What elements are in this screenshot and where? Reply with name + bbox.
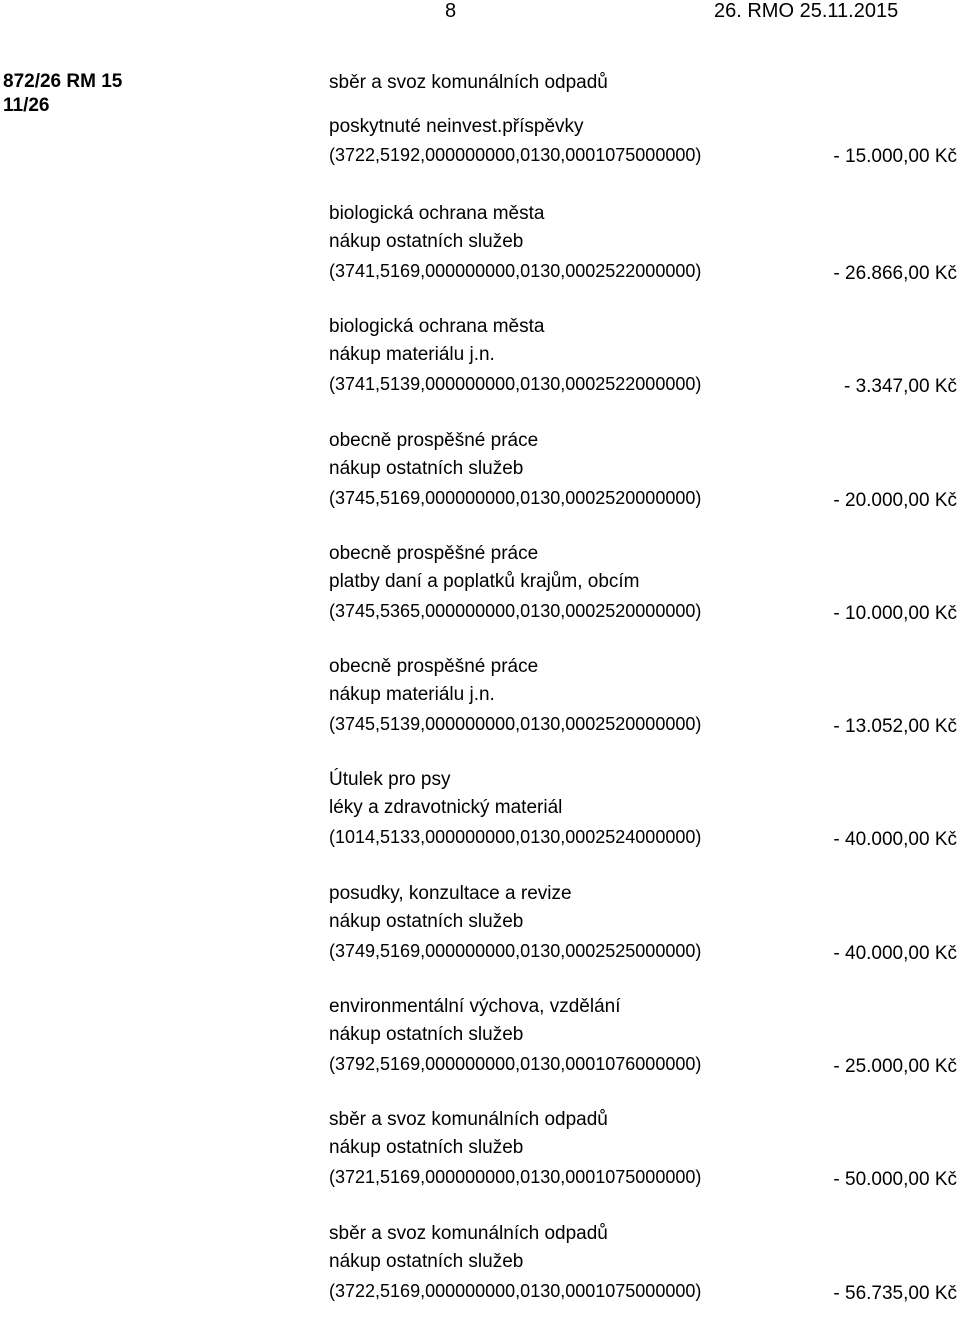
- entry-item: nákup ostatních služeb: [329, 1024, 524, 1046]
- entry-section: obecně prospěšné práce: [329, 429, 539, 451]
- entry-amount: - 26.866,00 Kč: [833, 263, 957, 284]
- entry-amount: - 50.000,00 Kč: [833, 1169, 957, 1191]
- entry-amount: - 13.052,00 Kč: [833, 716, 957, 738]
- entry-item: nákup ostatních služeb: [329, 910, 524, 932]
- entry-amount: - 3.347,00 Kč: [843, 376, 957, 398]
- entry-code: (3722,5192,000000000,0130,0001075000000): [329, 145, 702, 165]
- entry-code: (3721,5169,000000000,0130,0001075000000): [329, 1167, 702, 1188]
- entry-item: nákup ostatních služeb: [329, 1137, 524, 1159]
- budget-entry: [0, 316, 960, 429]
- entry-code: (3749,5169,000000000,0130,0002525000000): [329, 940, 702, 961]
- entry-section: sběr a svoz komunálních odpadů: [329, 72, 608, 93]
- entry-section: sběr a svoz komunálních odpadů: [329, 1222, 608, 1244]
- entry-code: (3741,5169,000000000,0130,0002522000000): [329, 261, 702, 281]
- entry-item: nákup ostatních služeb: [329, 1250, 524, 1272]
- entry-item: nákup ostatních služeb: [329, 231, 524, 252]
- entry-item: léky a zdravotnický materiál: [329, 797, 563, 819]
- budget-entry: [0, 543, 960, 656]
- entry-amount: - 20.000,00 Kč: [833, 489, 957, 511]
- entry-code: (3745,5365,000000000,0130,0002520000000): [329, 600, 702, 621]
- document-date: 26. RMO 25.11.2015: [714, 0, 899, 22]
- entry-section: posudky, konzultace a revize: [329, 882, 572, 904]
- entry-amount: - 56.735,00 Kč: [833, 1282, 957, 1304]
- entry-section: biologická ochrana města: [329, 203, 545, 224]
- budget-entry: [0, 1223, 960, 1336]
- entry-item: nákup materiálu j.n.: [329, 684, 495, 706]
- entry-amount: - 40.000,00 Kč: [833, 829, 957, 851]
- entry-item: platby daní a poplatků krajům, obcím: [329, 570, 640, 592]
- entry-section: obecně prospěšné práce: [329, 656, 539, 678]
- budget-entry: [0, 203, 960, 316]
- entry-amount: - 10.000,00 Kč: [833, 602, 957, 624]
- entry-section: sběr a svoz komunálních odpadů: [329, 1109, 608, 1131]
- entry-code: (3741,5139,000000000,0130,0002522000000): [329, 374, 702, 395]
- entry-item: poskytnuté neinvest.příspěvky: [329, 116, 584, 137]
- budget-entry: [0, 656, 960, 769]
- budget-entry: [0, 996, 960, 1109]
- entry-code: (3722,5169,000000000,0130,0001075000000): [329, 1280, 702, 1301]
- entry-code: (3792,5169,000000000,0130,0001076000000): [329, 1054, 702, 1075]
- budget-entry: [0, 430, 960, 543]
- resolution-id-text: 872/26 RM 15 11/26: [3, 71, 123, 116]
- entry-amount: - 40.000,00 Kč: [833, 942, 957, 964]
- budget-entry-list: [0, 203, 960, 1336]
- entry-code: (1014,5133,000000000,0130,0002524000000): [329, 827, 702, 848]
- entry-section: environmentální výchova, vzdělání: [329, 996, 621, 1018]
- page-number: 8: [445, 0, 457, 22]
- entry-item: nákup materiálu j.n.: [329, 344, 495, 366]
- entry-section: biologická ochrana města: [329, 316, 545, 338]
- budget-entry: [0, 1109, 960, 1222]
- entry-amount: - 25.000,00 Kč: [833, 1056, 957, 1078]
- budget-entry: [0, 72, 960, 176]
- budget-entry: [0, 883, 960, 996]
- entry-section: Útulek pro psy: [329, 769, 451, 791]
- entry-code: (3745,5139,000000000,0130,0002520000000): [329, 714, 702, 735]
- entry-item: nákup ostatních služeb: [329, 457, 524, 479]
- page-header: [0, 0, 960, 34]
- budget-entry: [0, 769, 960, 882]
- first-budget-entry: [0, 72, 960, 176]
- entry-code: (3745,5169,000000000,0130,0002520000000): [329, 487, 702, 508]
- entry-amount: - 15.000,00 Kč: [833, 146, 957, 167]
- entry-section: obecně prospěšné práce: [329, 542, 539, 564]
